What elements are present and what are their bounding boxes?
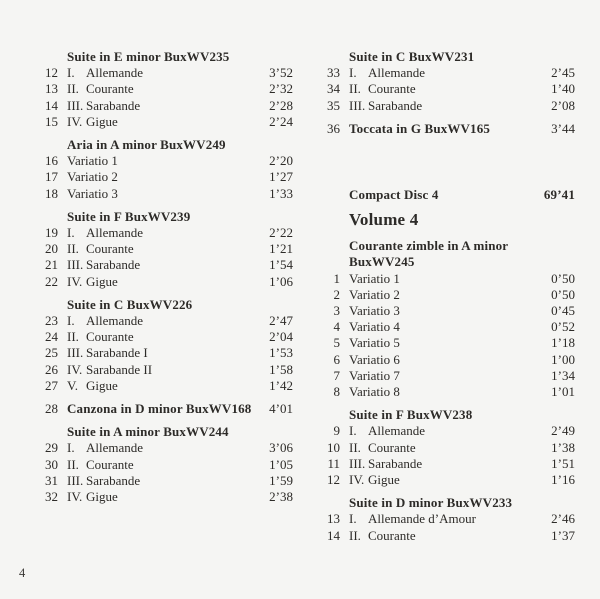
track-number: 4 bbox=[333, 319, 340, 335]
track-group bbox=[40, 209, 293, 290]
track-duration: 2’46 bbox=[551, 511, 575, 527]
track-duration: 1’00 bbox=[551, 351, 575, 367]
track-title bbox=[67, 274, 263, 290]
track-name: Variatio 3 bbox=[349, 303, 400, 319]
track-title bbox=[67, 489, 263, 505]
track-group bbox=[40, 49, 293, 130]
track-duration: 1’06 bbox=[269, 273, 293, 289]
track-group bbox=[322, 495, 575, 544]
track-title bbox=[67, 440, 263, 456]
track-row bbox=[322, 456, 575, 472]
track-title bbox=[67, 457, 263, 473]
track-name: Variatio 4 bbox=[349, 319, 400, 335]
track-name: Canzona in D minor BuxWV168 bbox=[67, 401, 252, 417]
track-title bbox=[67, 257, 263, 273]
track-name: Courante bbox=[368, 439, 416, 455]
track-title bbox=[349, 319, 545, 335]
track-number: 7 bbox=[333, 367, 340, 383]
track-duration: 1’37 bbox=[551, 527, 575, 543]
track-number: 28 bbox=[45, 401, 58, 417]
standalone-track bbox=[322, 121, 575, 137]
track-number: 34 bbox=[327, 81, 340, 97]
track-number: 12 bbox=[327, 472, 340, 488]
movement-numeral: IV. bbox=[67, 113, 83, 129]
section-header-line: Courante zimble in A minor bbox=[349, 238, 509, 254]
track-number: 23 bbox=[45, 313, 58, 329]
track-title bbox=[349, 81, 545, 97]
disc-summary bbox=[322, 187, 575, 203]
track-number: 21 bbox=[45, 257, 58, 273]
movement-numeral: II. bbox=[67, 456, 79, 472]
track-duration: 1’18 bbox=[551, 335, 575, 351]
track-name: Gigue bbox=[86, 377, 118, 393]
track-name: Sarabande I bbox=[86, 345, 148, 361]
track-title bbox=[349, 65, 545, 81]
track-row bbox=[40, 345, 293, 361]
track-title bbox=[67, 378, 263, 394]
track-row bbox=[322, 368, 575, 384]
track-name: Courante bbox=[368, 527, 416, 543]
track-name: Sarabande bbox=[368, 455, 423, 471]
track-duration: 2’24 bbox=[269, 113, 293, 129]
section-header-line: Suite in D minor BuxWV233 bbox=[349, 495, 513, 511]
track-name: Courante bbox=[86, 81, 134, 97]
track-row bbox=[40, 169, 293, 185]
track-number: 36 bbox=[327, 120, 340, 136]
track-duration: 2’49 bbox=[551, 423, 575, 439]
track-title bbox=[67, 345, 263, 361]
track-duration: 3’06 bbox=[269, 440, 293, 456]
track-row bbox=[40, 489, 293, 505]
section-header-line: Aria in A minor BuxWV249 bbox=[67, 137, 226, 153]
track-duration: 3’52 bbox=[269, 65, 293, 81]
track-title bbox=[349, 423, 545, 439]
track-name: Variatio 1 bbox=[67, 153, 118, 169]
track-number: 2 bbox=[333, 286, 340, 302]
track-number: 14 bbox=[45, 97, 58, 113]
track-row bbox=[40, 473, 293, 489]
track-title bbox=[349, 456, 545, 472]
track-number: 18 bbox=[45, 185, 58, 201]
movement-numeral: III. bbox=[67, 472, 84, 488]
track-row bbox=[40, 362, 293, 378]
track-group bbox=[322, 238, 575, 400]
section-header-line: Suite in A minor BuxWV244 bbox=[67, 424, 229, 440]
track-title bbox=[349, 352, 545, 368]
movement-numeral: II. bbox=[67, 329, 79, 345]
section-header bbox=[67, 297, 293, 313]
track-name: Courante bbox=[86, 329, 134, 345]
section-header-line: Suite in F BuxWV238 bbox=[349, 407, 473, 423]
track-row bbox=[40, 153, 293, 169]
track-title bbox=[67, 153, 263, 169]
track-name: Gigue bbox=[86, 489, 118, 505]
section-header bbox=[67, 209, 293, 225]
track-title bbox=[349, 384, 545, 400]
track-number: 22 bbox=[45, 273, 58, 289]
movement-numeral: I. bbox=[349, 65, 357, 81]
movement-numeral: II. bbox=[67, 81, 79, 97]
track-row bbox=[322, 384, 575, 400]
track-title bbox=[349, 368, 545, 384]
track-number: 13 bbox=[327, 511, 340, 527]
movement-numeral: II. bbox=[349, 81, 361, 97]
track-row bbox=[40, 440, 293, 456]
track-number: 9 bbox=[333, 423, 340, 439]
track-title bbox=[67, 401, 263, 417]
track-duration: 1’21 bbox=[269, 241, 293, 257]
track-name: Courante bbox=[86, 456, 134, 472]
track-duration: 0’45 bbox=[551, 303, 575, 319]
section-header bbox=[349, 407, 575, 423]
track-row bbox=[322, 319, 575, 335]
track-duration: 2’47 bbox=[269, 313, 293, 329]
track-title bbox=[67, 313, 263, 329]
movement-numeral: II. bbox=[67, 241, 79, 257]
track-name: Variatio 8 bbox=[349, 384, 400, 400]
track-name: Gigue bbox=[86, 113, 118, 129]
track-group bbox=[322, 407, 575, 488]
volume-title: Volume 4 bbox=[349, 210, 419, 230]
track-row bbox=[322, 81, 575, 97]
section-header bbox=[67, 424, 293, 440]
track-name: Variatio 1 bbox=[349, 270, 400, 286]
movement-numeral: IV. bbox=[67, 273, 83, 289]
standalone-track bbox=[40, 401, 293, 417]
track-number: 25 bbox=[45, 345, 58, 361]
column-left bbox=[40, 49, 293, 505]
track-duration: 1’40 bbox=[551, 81, 575, 97]
track-name: Gigue bbox=[86, 273, 118, 289]
track-title bbox=[67, 186, 263, 202]
section-header-line: Suite in C BuxWV226 bbox=[67, 296, 193, 312]
track-duration: 1’51 bbox=[551, 455, 575, 471]
track-duration: 1’54 bbox=[269, 257, 293, 273]
track-name: Allemande bbox=[368, 65, 426, 81]
track-row bbox=[322, 121, 575, 137]
track-row bbox=[40, 225, 293, 241]
track-name: Variatio 2 bbox=[67, 169, 118, 185]
disc-summary-label: Compact Disc 4 bbox=[349, 187, 439, 203]
track-duration: 2’45 bbox=[551, 65, 575, 81]
track-number: 12 bbox=[45, 65, 58, 81]
track-name: Courante bbox=[368, 81, 416, 97]
track-title bbox=[67, 98, 263, 114]
track-title bbox=[67, 329, 263, 345]
track-row bbox=[40, 65, 293, 81]
track-row bbox=[40, 98, 293, 114]
track-name: Variatio 2 bbox=[349, 286, 400, 302]
track-duration: 1’01 bbox=[551, 384, 575, 400]
track-number: 30 bbox=[45, 456, 58, 472]
track-duration: 2’22 bbox=[269, 225, 293, 241]
track-row bbox=[40, 257, 293, 273]
movement-numeral: I. bbox=[67, 440, 75, 456]
section-header bbox=[349, 49, 575, 65]
track-row bbox=[322, 511, 575, 527]
track-number: 11 bbox=[327, 455, 340, 471]
track-title bbox=[67, 114, 263, 130]
track-duration: 1’27 bbox=[269, 169, 293, 185]
movement-numeral: IV. bbox=[349, 472, 365, 488]
track-number: 13 bbox=[45, 81, 58, 97]
track-group bbox=[40, 297, 293, 394]
track-number: 10 bbox=[327, 439, 340, 455]
track-row bbox=[322, 352, 575, 368]
track-duration: 1’16 bbox=[551, 472, 575, 488]
track-number: 24 bbox=[45, 329, 58, 345]
movement-numeral: III. bbox=[67, 345, 84, 361]
track-row bbox=[322, 335, 575, 351]
track-row bbox=[40, 401, 293, 417]
track-duration: 1’33 bbox=[269, 185, 293, 201]
track-title bbox=[349, 271, 545, 287]
track-number: 29 bbox=[45, 440, 58, 456]
track-name: Toccata in G BuxWV165 bbox=[349, 120, 490, 136]
track-row bbox=[322, 440, 575, 456]
track-duration: 0’52 bbox=[551, 319, 575, 335]
track-number: 1 bbox=[333, 270, 340, 286]
track-duration: 2’08 bbox=[551, 97, 575, 113]
disc-summary-duration: 69’41 bbox=[543, 187, 575, 203]
track-title bbox=[349, 335, 545, 351]
track-name: Sarabande bbox=[368, 97, 423, 113]
track-title bbox=[67, 65, 263, 81]
movement-numeral: III. bbox=[67, 97, 84, 113]
track-title bbox=[67, 169, 263, 185]
column-right bbox=[322, 49, 575, 544]
track-group bbox=[40, 424, 293, 505]
section-header bbox=[67, 137, 293, 153]
movement-numeral: II. bbox=[349, 439, 361, 455]
track-number: 31 bbox=[45, 472, 58, 488]
track-row bbox=[322, 303, 575, 319]
movement-numeral: I. bbox=[67, 313, 75, 329]
track-duration: 1’53 bbox=[269, 345, 293, 361]
track-number: 16 bbox=[45, 153, 58, 169]
track-name: Allemande bbox=[368, 423, 426, 439]
movement-numeral: III. bbox=[349, 97, 366, 113]
track-row bbox=[40, 378, 293, 394]
track-number: 15 bbox=[45, 113, 58, 129]
track-number: 6 bbox=[333, 351, 340, 367]
track-duration: 2’38 bbox=[269, 489, 293, 505]
track-row bbox=[322, 271, 575, 287]
track-name: Allemande bbox=[86, 440, 144, 456]
track-number: 26 bbox=[45, 361, 58, 377]
track-duration: 0’50 bbox=[551, 270, 575, 286]
track-number: 32 bbox=[45, 489, 58, 505]
movement-numeral: V. bbox=[67, 377, 78, 393]
track-row bbox=[40, 457, 293, 473]
movement-numeral: I. bbox=[67, 65, 75, 81]
track-row bbox=[40, 274, 293, 290]
track-duration: 3’44 bbox=[551, 120, 575, 136]
section-header-line: Suite in C BuxWV231 bbox=[349, 49, 475, 64]
track-duration: 1’34 bbox=[551, 367, 575, 383]
track-title bbox=[349, 440, 545, 456]
movement-numeral: III. bbox=[349, 455, 366, 471]
track-name: Allemande d’Amour bbox=[368, 511, 476, 527]
track-row bbox=[40, 329, 293, 345]
track-title bbox=[67, 241, 263, 257]
track-duration: 1’59 bbox=[269, 472, 293, 488]
track-row bbox=[40, 81, 293, 97]
track-number: 17 bbox=[45, 169, 58, 185]
track-number: 8 bbox=[333, 384, 340, 400]
track-group bbox=[322, 49, 575, 114]
section-header-line: Suite in F BuxWV239 bbox=[67, 208, 191, 224]
track-duration: 1’05 bbox=[269, 456, 293, 472]
section-header bbox=[349, 238, 575, 270]
movement-numeral: II. bbox=[349, 527, 361, 543]
track-name: Sarabande bbox=[86, 257, 141, 273]
track-row bbox=[322, 98, 575, 114]
track-name: Variatio 6 bbox=[349, 351, 400, 367]
track-title bbox=[67, 81, 263, 97]
track-number: 27 bbox=[45, 377, 58, 393]
track-duration: 2’28 bbox=[269, 97, 293, 113]
movement-numeral: IV. bbox=[67, 489, 83, 505]
track-duration: 1’58 bbox=[269, 361, 293, 377]
section-header bbox=[67, 49, 293, 65]
track-title bbox=[349, 472, 545, 488]
track-name: Allemande bbox=[86, 313, 144, 329]
track-title bbox=[67, 473, 263, 489]
track-title bbox=[349, 511, 545, 527]
track-name: Allemande bbox=[86, 225, 144, 241]
track-name: Variatio 5 bbox=[349, 335, 400, 351]
track-title bbox=[349, 287, 545, 303]
track-name: Sarabande bbox=[86, 472, 141, 488]
track-duration: 0’50 bbox=[551, 286, 575, 302]
track-name: Allemande bbox=[86, 65, 144, 81]
track-title bbox=[349, 303, 545, 319]
track-row bbox=[322, 423, 575, 439]
track-group bbox=[40, 137, 293, 202]
section-header-line: Suite in E minor BuxWV235 bbox=[67, 49, 230, 64]
movement-numeral: I. bbox=[349, 511, 357, 527]
movement-numeral: III. bbox=[67, 257, 84, 273]
track-number: 19 bbox=[45, 225, 58, 241]
track-row bbox=[322, 65, 575, 81]
track-number: 35 bbox=[327, 97, 340, 113]
track-title bbox=[67, 362, 263, 378]
track-duration: 2’04 bbox=[269, 329, 293, 345]
track-row bbox=[40, 313, 293, 329]
track-name: Gigue bbox=[368, 472, 400, 488]
track-number: 5 bbox=[333, 335, 340, 351]
movement-numeral: IV. bbox=[67, 361, 83, 377]
track-name: Variatio 7 bbox=[349, 367, 400, 383]
track-number: 3 bbox=[333, 303, 340, 319]
movement-numeral: I. bbox=[67, 225, 75, 241]
track-name: Sarabande II bbox=[86, 361, 153, 377]
track-number: 20 bbox=[45, 241, 58, 257]
track-row bbox=[40, 186, 293, 202]
page-number: 4 bbox=[19, 566, 26, 580]
track-title bbox=[349, 528, 545, 544]
track-name: Sarabande bbox=[86, 97, 141, 113]
track-duration: 4’01 bbox=[269, 401, 293, 417]
track-row bbox=[322, 472, 575, 488]
track-duration: 1’38 bbox=[551, 439, 575, 455]
track-row bbox=[40, 241, 293, 257]
track-row bbox=[40, 114, 293, 130]
section-header-line: BuxWV245 bbox=[349, 254, 415, 270]
section-header bbox=[349, 495, 575, 511]
track-title bbox=[349, 98, 545, 114]
track-row bbox=[322, 528, 575, 544]
track-title bbox=[67, 225, 263, 241]
track-row bbox=[322, 287, 575, 303]
track-number: 14 bbox=[327, 527, 340, 543]
track-number: 33 bbox=[327, 65, 340, 81]
track-duration: 2’32 bbox=[269, 81, 293, 97]
track-name: Courante bbox=[86, 241, 134, 257]
track-duration: 2’20 bbox=[269, 153, 293, 169]
track-duration: 1’42 bbox=[269, 377, 293, 393]
track-title bbox=[349, 121, 545, 137]
movement-numeral: I. bbox=[349, 423, 357, 439]
track-name: Variatio 3 bbox=[67, 185, 118, 201]
